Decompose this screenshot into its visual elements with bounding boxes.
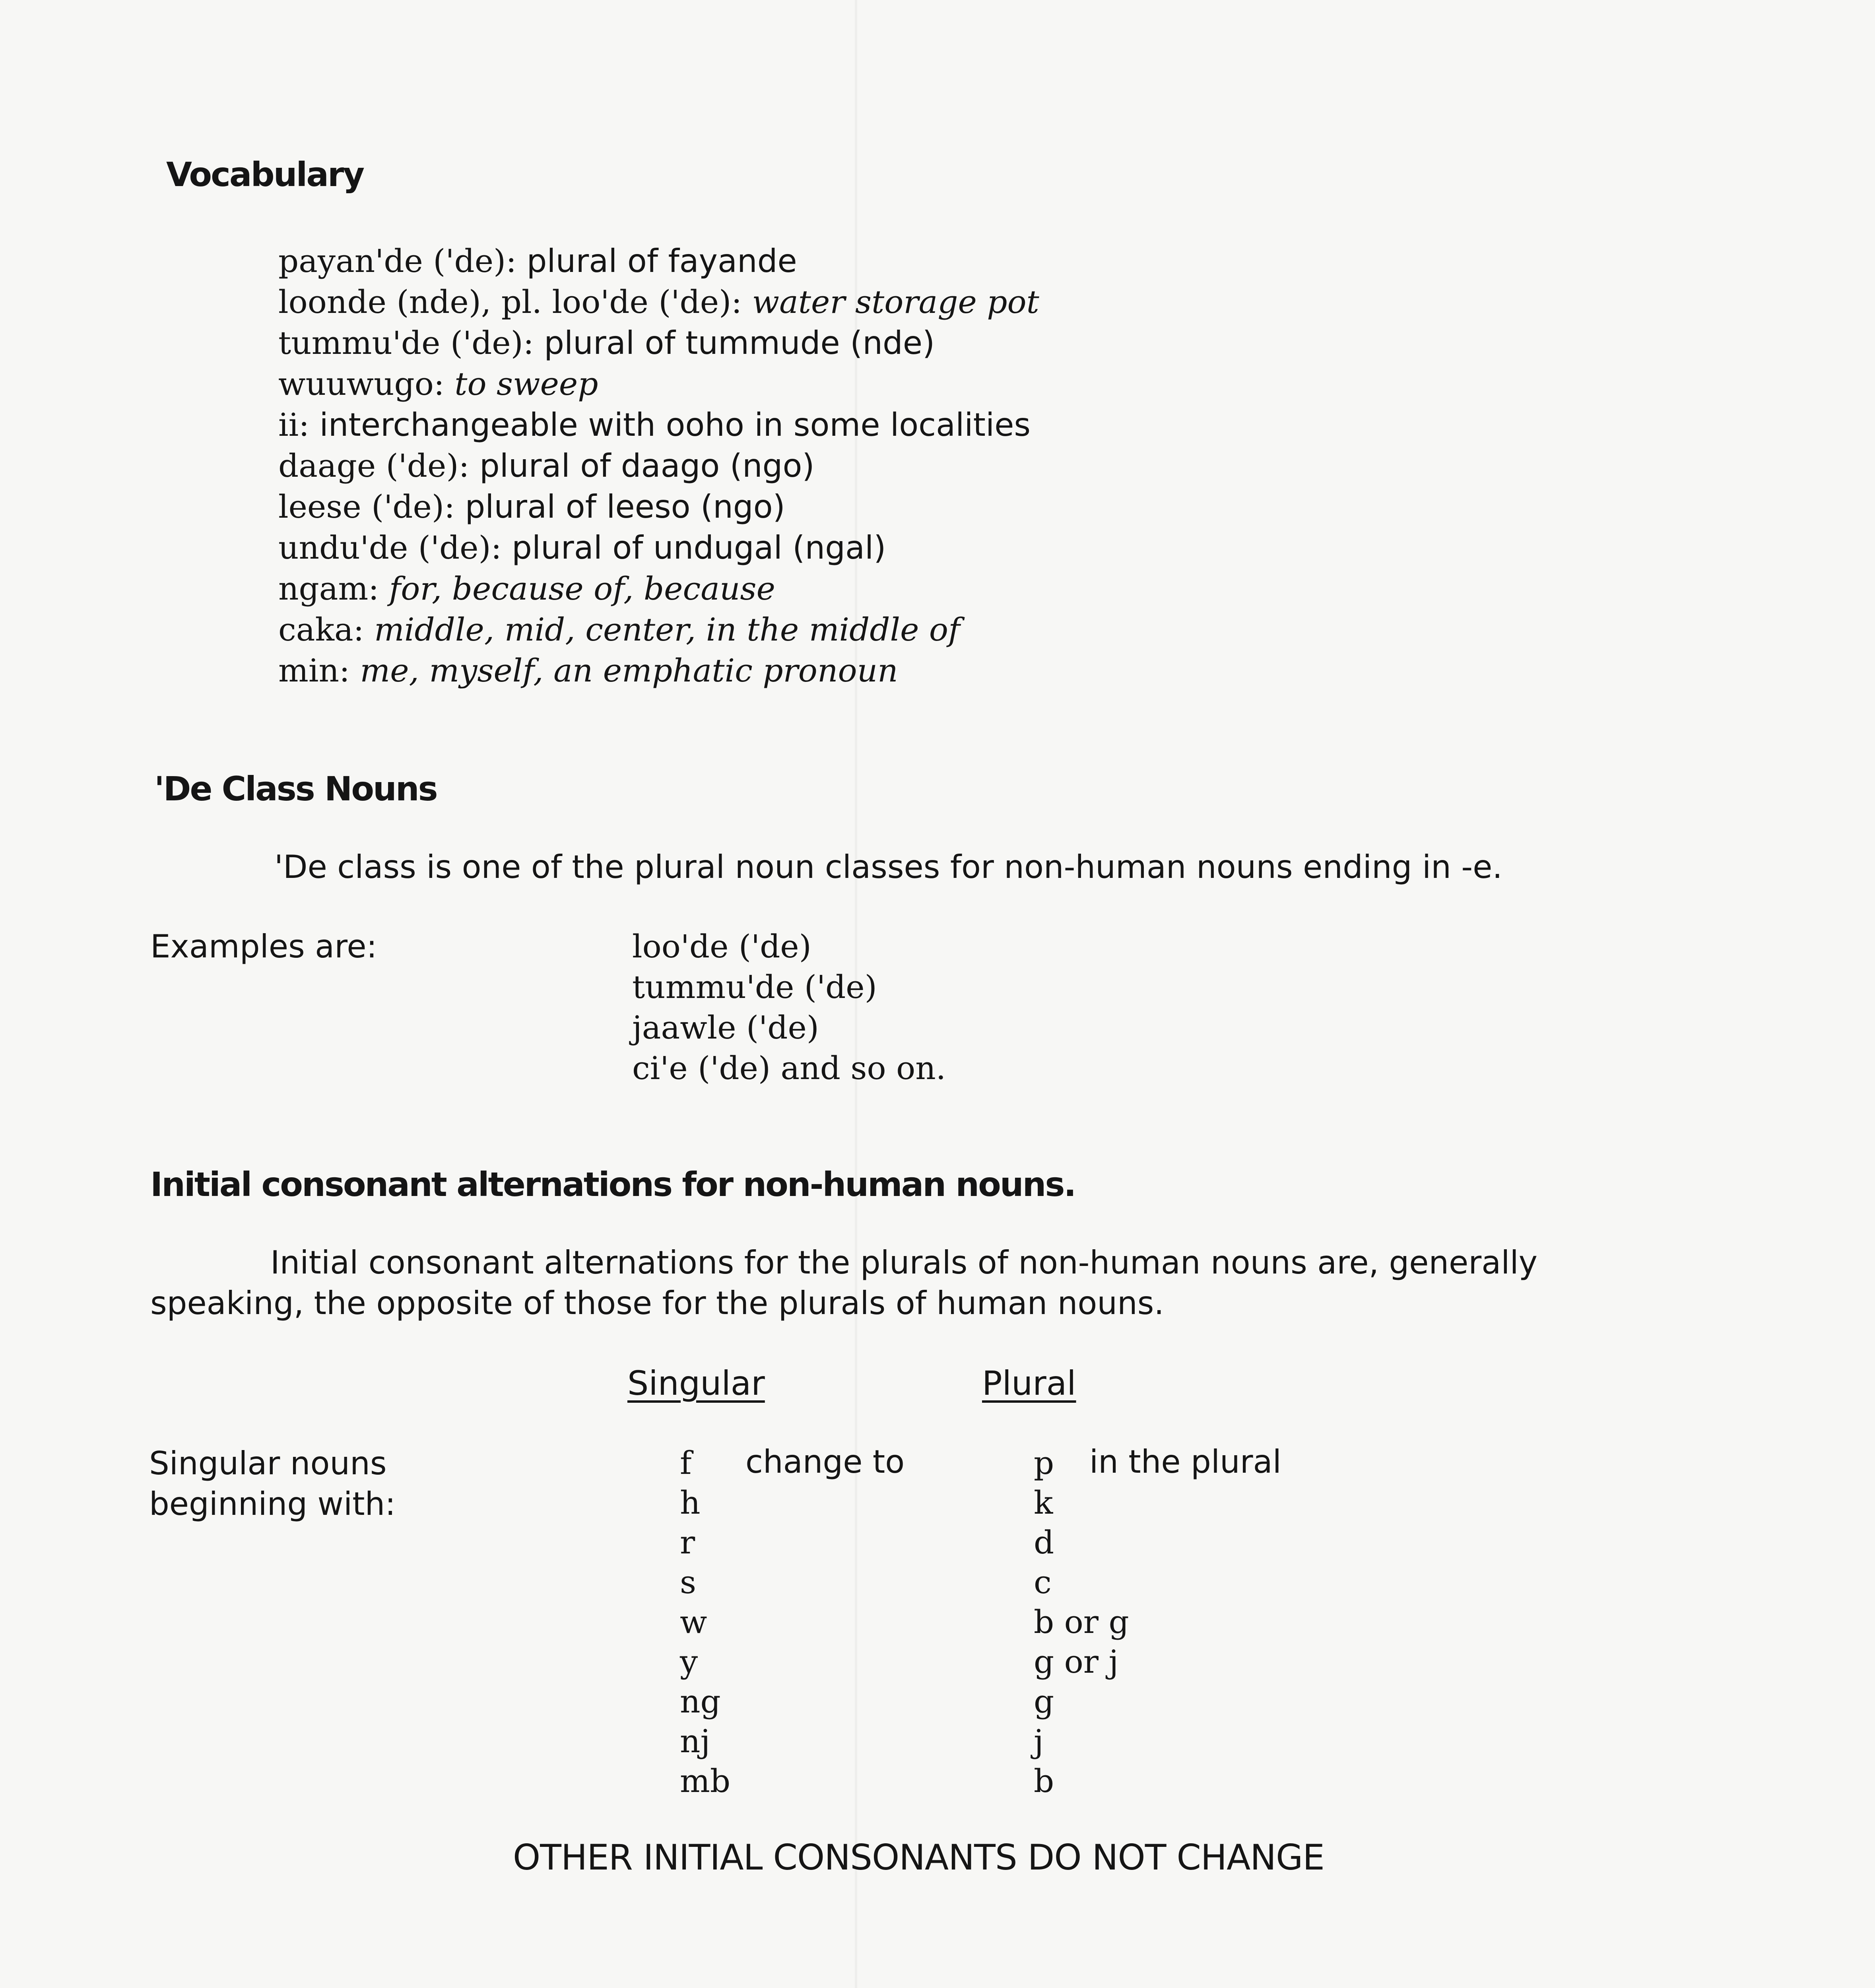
de-class-heading: 'De Class Nouns bbox=[154, 769, 437, 808]
vocab-term: loonde (nde), pl. loo'de ('de): bbox=[278, 283, 742, 320]
vocab-entry bbox=[278, 363, 1039, 404]
vocabulary-list bbox=[278, 241, 1039, 691]
singular-consonant: h bbox=[680, 1484, 701, 1521]
plural-consonant: g or j bbox=[1034, 1643, 1119, 1680]
vocab-term: daage ('de): bbox=[278, 447, 470, 484]
no-change-banner: OTHER INITIAL CONSONANTS DO NOT CHANGE bbox=[513, 1837, 1324, 1878]
singular-consonant: w bbox=[680, 1604, 707, 1640]
vocabulary-heading: Vocabulary bbox=[166, 155, 364, 194]
vocab-entry bbox=[278, 527, 1039, 568]
vocab-gloss: plural of fayande bbox=[516, 243, 797, 280]
vocab-term: min: bbox=[278, 652, 350, 689]
vocab-gloss: plural of daago (ngo) bbox=[469, 447, 815, 484]
vocab-gloss: plural of leeso (ngo) bbox=[455, 488, 785, 525]
vocab-entry bbox=[278, 486, 1039, 527]
singular-consonant: ng bbox=[680, 1683, 721, 1720]
singular-consonant: mb bbox=[680, 1763, 731, 1800]
vocab-entry bbox=[278, 568, 1039, 609]
change-to-label: change to bbox=[745, 1443, 905, 1480]
vocab-gloss: water storage pot bbox=[742, 283, 1039, 320]
vocab-gloss: interchangeable with ooho in some localities bbox=[309, 406, 1031, 443]
examples-list bbox=[632, 926, 946, 1089]
plural-consonant: p bbox=[1034, 1444, 1054, 1481]
vocab-entry bbox=[278, 282, 1039, 322]
vocab-term: caka: bbox=[278, 611, 364, 648]
plural-consonant: b bbox=[1034, 1763, 1054, 1800]
plural-consonant: b or g bbox=[1034, 1604, 1129, 1640]
singular-consonant: r bbox=[680, 1524, 695, 1561]
vocab-gloss: middle, mid, center, in the middle of bbox=[364, 611, 960, 648]
vocab-entry bbox=[278, 650, 1039, 691]
de-class-intro: 'De class is one of the plural noun classes for non-human nouns ending in -e. bbox=[274, 848, 1502, 885]
vocab-entry bbox=[278, 322, 1039, 363]
example-item: ci'e ('de) and so on. bbox=[632, 1050, 946, 1087]
row-label: Singular nouns beginning with: bbox=[149, 1445, 396, 1522]
vocab-term: ii: bbox=[278, 406, 310, 443]
vocab-gloss: plural of tummude (nde) bbox=[534, 324, 935, 361]
vocab-gloss: to sweep bbox=[444, 365, 598, 402]
vocab-entry bbox=[278, 241, 1039, 282]
example-item: jaawle ('de) bbox=[632, 1009, 819, 1046]
vocab-gloss: me, myself, an emphatic pronoun bbox=[349, 652, 898, 689]
vocab-entry bbox=[278, 445, 1039, 486]
plural-column-header: Plural bbox=[982, 1364, 1076, 1403]
plural-consonant: c bbox=[1034, 1564, 1052, 1601]
plural-consonant: d bbox=[1034, 1524, 1054, 1561]
vocab-gloss: for, because of, because bbox=[379, 570, 775, 607]
vocab-term: tummu'de ('de): bbox=[278, 324, 534, 361]
alternations-heading: Initial consonant alternations for non-human nouns. bbox=[150, 1165, 1075, 1204]
plural-consonant: g bbox=[1034, 1683, 1054, 1720]
plural-consonants bbox=[1034, 1443, 1129, 1801]
vocab-term: undu'de ('de): bbox=[278, 529, 502, 566]
singular-consonant: y bbox=[680, 1643, 698, 1680]
vocab-entry bbox=[278, 609, 1039, 650]
singular-column-header: Singular bbox=[627, 1364, 765, 1403]
alternations-intro-line2: speaking, the opposite of those for the plurals of human nouns. bbox=[150, 1285, 1164, 1322]
examples-label: Examples are: bbox=[150, 928, 377, 965]
example-item: loo'de ('de) bbox=[632, 928, 811, 965]
vocab-entry bbox=[278, 404, 1039, 445]
example-item: tummu'de ('de) bbox=[632, 969, 877, 1006]
singular-consonant: f bbox=[680, 1444, 692, 1481]
alternations-intro-line1: Initial consonant alternations for the plurals of non-human nouns are, generally bbox=[270, 1244, 1538, 1281]
vocab-term: payan'de ('de): bbox=[278, 243, 517, 280]
in-the-plural-label: in the plural bbox=[1089, 1443, 1281, 1480]
plural-consonant: j bbox=[1034, 1723, 1044, 1760]
vocab-gloss: plural of undugal (ngal) bbox=[501, 529, 886, 566]
singular-consonant: s bbox=[680, 1564, 697, 1601]
plural-consonant: k bbox=[1034, 1484, 1053, 1521]
vocab-term: leese ('de): bbox=[278, 488, 455, 525]
vocab-term: wuuwugo: bbox=[278, 365, 444, 402]
singular-consonant: nj bbox=[680, 1723, 710, 1760]
singular-consonants bbox=[680, 1443, 730, 1801]
vocab-term: ngam: bbox=[278, 570, 379, 607]
